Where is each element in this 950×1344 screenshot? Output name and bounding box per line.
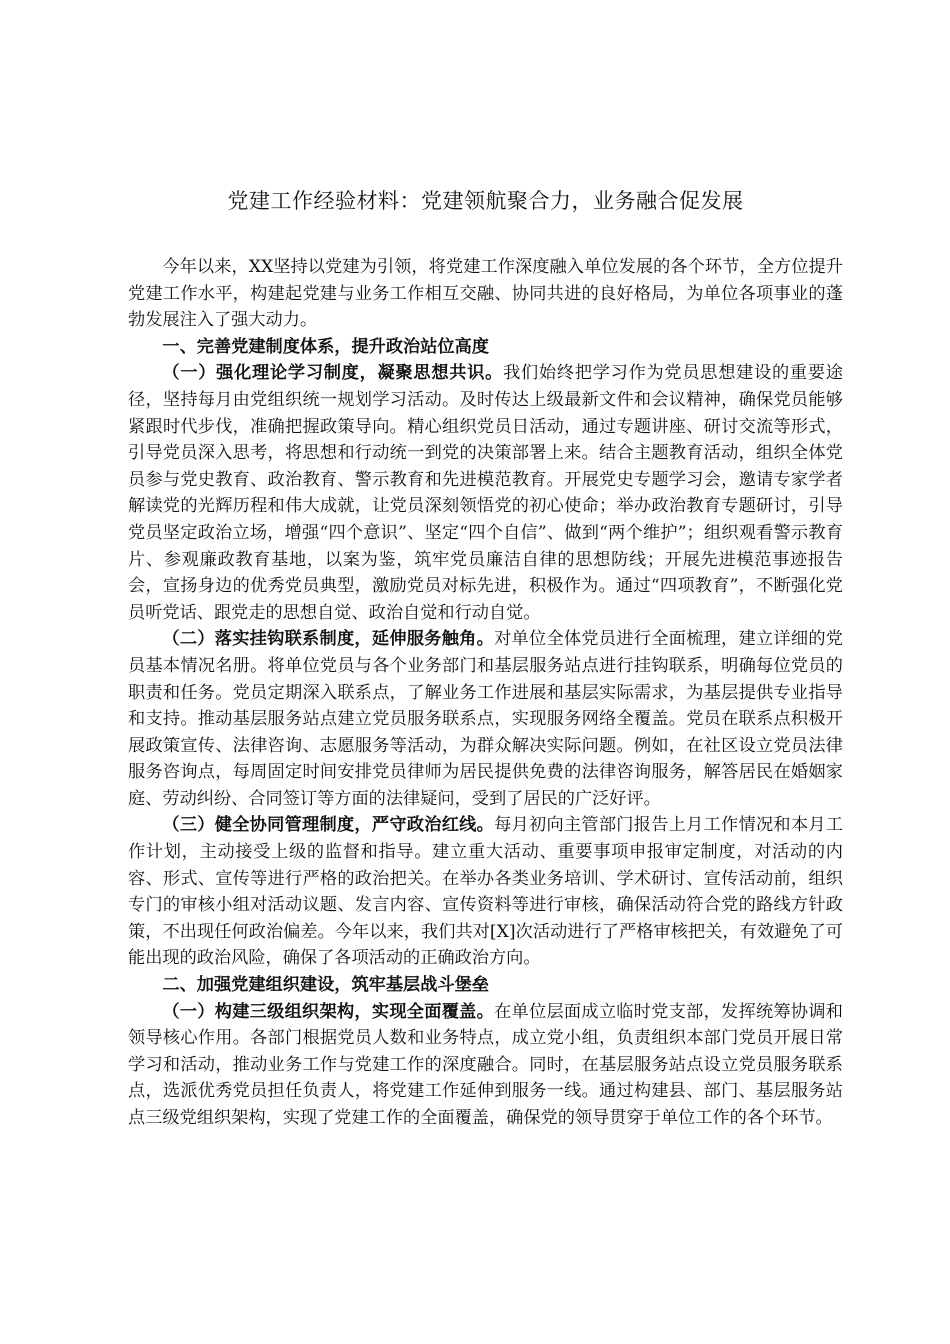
section-1-item-3-subheading: （三）健全协同管理制度，严守政治红线。 xyxy=(162,815,495,836)
section-1-item-1-subheading: （一）强化理论学习制度，凝聚思想共识。 xyxy=(162,363,504,384)
section-2-item-1-body: 在单位层面成立临时党支部，发挥统筹协调和领导核心作用。各部门根据党员人数和业务特点，成立党小组，负责组织本部门党员开展日常学习和活动，推动业务工作与党建工作的深度融合。同时，在基层服务站点设立党员服务联系点，选派优秀党员担任负责人，将党建工作延伸到服务一线。通过构建县、部门、基层服务站点三级党组织架构，实现了党建工作的全面覆盖，确保党的领导贯穿于单位工作的各个环节。 xyxy=(128,1001,843,1128)
section-2-item-1-subheading: （一）构建三级组织架构，实现全面覆盖。 xyxy=(162,1001,495,1022)
section-1-heading: 一、完善党建制度体系，提升政治站位高度 xyxy=(162,336,489,357)
section-1-item-2 xyxy=(128,626,843,812)
section-1-item-1-body: 我们始终把学习作为党员思想建设的重要途径，坚持每月由党组织统一规划学习活动。及时传达上级最新文件和会议精神，确保党员能够紧跟时代步伐，准确把握政策导向。精心组织党员日活动，通过专题讲座、研讨交流等形式，引导党员深入思考，将思想和行动统一到党的决策部署上来。结合主题教育活动，组织全体党员参与党史教育、政治教育、警示教育和先进模范教育。开展党史专题学习会，邀请专家学者解读党的光辉历程和伟大成就，让党员深刻领悟党的初心使命；举办政治教育专题研讨，引导党员坚定政治立场，增强“四个意识”、坚定“四个自信”、做到“两个维护”；组织观看警示教育片、参观廉政教育基地，以案为鉴，筑牢党员廉洁自律的思想防线；开展先进模范事迹报告会，宣扬身边的优秀党员典型，激励党员对标先进，积极作为。通过“四项教育”，不断强化党员听党话、跟党走的思想自觉、政治自觉和行动自觉。 xyxy=(128,363,843,623)
section-2-heading: 二、加强党建组织建设，筑牢基层战斗堡垒 xyxy=(162,975,489,996)
section-1-item-1 xyxy=(128,360,843,626)
intro-paragraph: 今年以来，XX坚持以党建为引领，将党建工作深度融入单位发展的各个环节，全方位提升党建工作水平，构建起党建与业务工作相互交融、协同共进的良好格局，为单位各项事业的蓬勃发展注入了强大动力。 xyxy=(128,257,843,331)
section-1-item-2-body: 对单位全体党员进行全面梳理，建立详细的党员基本情况名册。将单位党员与各个业务部门和基层服务站点进行挂钩联系，明确每位党员的职责和任务。党员定期深入联系点，了解业务工作进展和基层实际需求，为基层提供专业指导和支持。推动基层服务站点建立党员服务联系点，实现服务网络全覆盖。党员在联系点积极开展政策宣传、法律咨询、志愿服务等活动，为群众解决实际问题。例如，在社区设立党员法律服务咨询点，每周固定时间安排党员律师为居民提供免费的法律咨询服务，解答居民在婚姻家庭、劳动纠纷、合同签订等方面的法律疑问，受到了居民的广泛好评。 xyxy=(128,629,843,809)
document-page xyxy=(128,184,843,1132)
section-2-item-1 xyxy=(128,999,843,1132)
section-1-item-2-subheading: （二）落实挂钩联系制度，延伸服务触角。 xyxy=(162,629,495,650)
section-1-item-3 xyxy=(128,812,843,972)
document-title: 党建工作经验材料：党建领航聚合力，业务融合促发展 xyxy=(227,189,744,213)
section-1-item-3-body: 每月初向主管部门报告上月工作情况和本月工作计划，主动接受上级的监督和指导。建立重大活动、重要事项申报审定制度，对活动的内容、形式、宣传等进行严格的政治把关。在举办各类业务培训、学术研讨、宣传活动前，组织专门的审核小组对活动议题、发言内容、宣传资料等进行审核，确保活动符合党的路线方针政策，不出现任何政治偏差。今年以来，我们共对[X]次活动进行了严格审核把关，有效避免了可能出现的政治风险，确保了各项活动的正确政治方向。 xyxy=(128,815,843,969)
